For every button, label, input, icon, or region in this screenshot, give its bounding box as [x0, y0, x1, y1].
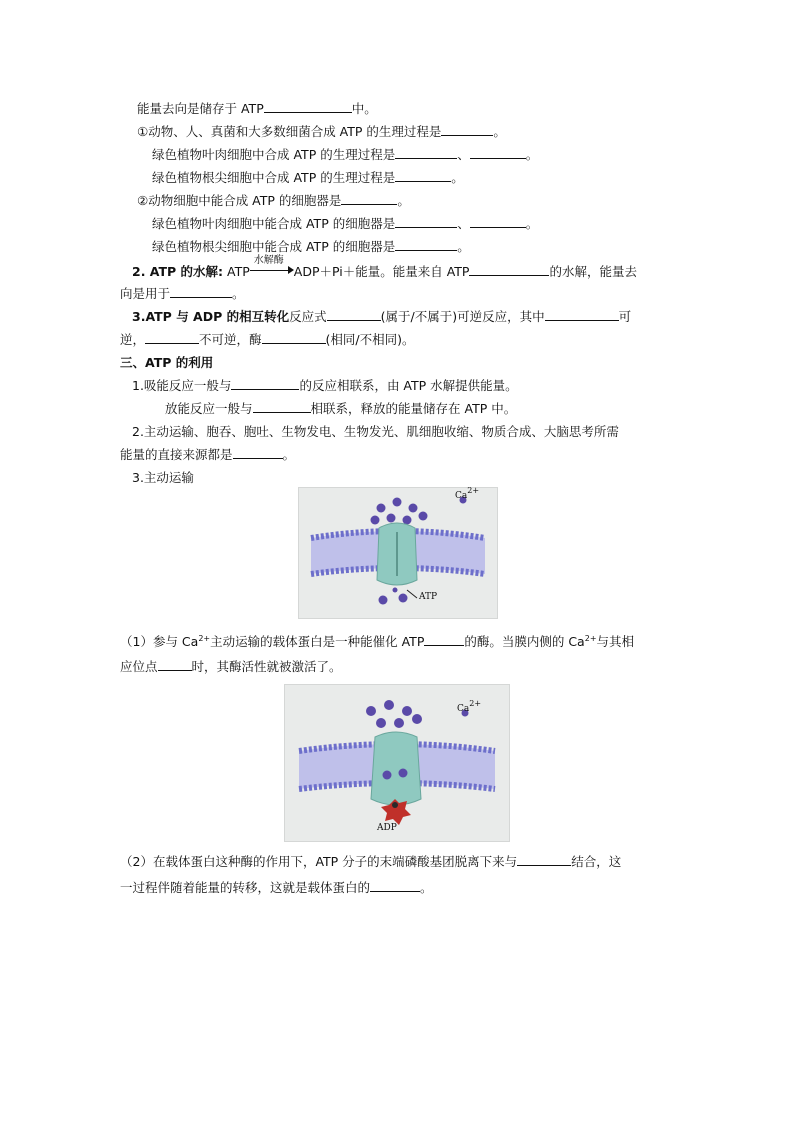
text: (相同/不相同)。: [325, 332, 415, 347]
text: 放能反应一般与: [165, 401, 253, 416]
question-1-line: [120, 633, 634, 651]
atp-label: ATP: [419, 592, 438, 602]
atp-synthesis-process-line: [137, 123, 506, 141]
text: （2）在载体蛋白这种酶的作用下，ATP 分子的末端磷酸基团脱离下来与: [120, 854, 518, 869]
text: 的水解，能量去: [549, 264, 637, 279]
arrow-shaft: [250, 270, 290, 271]
text: Ca: [455, 491, 468, 501]
text: 绿色植物根尖细胞中合成 ATP 的生理过程是: [152, 170, 396, 185]
figure-active-transport-atp: [298, 487, 498, 619]
root-cell-process-line: [152, 169, 464, 187]
enzyme-label: 水解酶: [253, 255, 284, 266]
text: 相联系，释放的能量储存在 ATP 中。: [310, 401, 517, 416]
text: 绿色植物叶肉细胞中合成 ATP 的生理过程是: [152, 147, 396, 162]
animal-organelle-line: [137, 192, 410, 210]
blank-answer[interactable]: [395, 146, 457, 159]
adp-label: ADP: [377, 823, 397, 833]
text: 结合，这: [571, 854, 622, 869]
text: (属于/不属于)可逆反应，其中: [380, 309, 545, 324]
text: 。: [525, 147, 539, 162]
blank-answer[interactable]: [262, 331, 326, 344]
text: 1.吸能反应一般与: [132, 378, 232, 393]
energy-source-line: 2.主动运输、胞吞、胞吐、生物发电、生物发光、肌细胞收缩、物质合成、大脑思考所需: [132, 424, 619, 439]
leaf-cell-process-line: [152, 146, 538, 164]
blank-answer[interactable]: [233, 446, 283, 459]
text: 绿色植物根尖细胞中能合成 ATP 的细胞器是: [152, 239, 396, 254]
root-organelle-line: [152, 238, 470, 256]
text: 的酶。当膜内侧的 Ca: [464, 634, 585, 649]
heading-text: 3.ATP 与 ADP 的相互转化: [132, 309, 290, 324]
text: 反应式: [289, 309, 327, 324]
text: Ca: [457, 704, 470, 714]
blank-answer[interactable]: [170, 285, 232, 298]
text: 向是用于: [120, 286, 171, 301]
blank-answer[interactable]: [264, 100, 352, 113]
blank-answer[interactable]: [370, 879, 420, 892]
active-transport-heading: 3.主动运输: [132, 470, 194, 485]
text: 、: [457, 216, 470, 231]
ion-label: [455, 486, 480, 501]
text: 不可逆，酶: [199, 332, 262, 347]
atp-hydrolysis-line: [132, 255, 637, 281]
text: （1）参与 Ca: [120, 634, 199, 649]
text: 。: [525, 216, 539, 231]
blank-answer[interactable]: [470, 215, 526, 228]
reaction-arrow: [250, 255, 294, 276]
membrane-diagram: [299, 488, 497, 618]
text: 。: [451, 170, 464, 185]
text: 。: [493, 124, 506, 139]
ion-label: [457, 699, 482, 714]
blank-answer[interactable]: [145, 331, 199, 344]
text: 可: [618, 309, 632, 324]
text: 。: [457, 239, 470, 254]
text: ②动物细胞中能合成 ATP 的细胞器是: [137, 193, 342, 208]
energy-storage-line: [137, 100, 377, 118]
question-2-line-2: [120, 879, 433, 897]
text: 一过程伴随着能量的转移，这就是载体蛋白的: [120, 880, 371, 895]
text: 2+: [469, 699, 482, 708]
text: 2+: [584, 634, 597, 643]
endergonic-line: [132, 377, 518, 395]
question-2-line: [120, 853, 621, 871]
text: 能量的直接来源都是: [120, 447, 233, 462]
blank-answer[interactable]: [395, 238, 457, 251]
blank-answer[interactable]: [158, 658, 192, 671]
exergonic-line: [165, 400, 516, 418]
blank-answer[interactable]: [470, 146, 526, 159]
blank-answer[interactable]: [253, 400, 311, 413]
text: 。: [232, 286, 245, 301]
figure-active-transport-adp: [284, 684, 510, 842]
blank-answer[interactable]: [469, 263, 549, 276]
blank-answer[interactable]: [545, 308, 619, 321]
energy-use-line: [120, 285, 245, 303]
blank-answer[interactable]: [341, 192, 397, 205]
question-1-line-2: [120, 658, 342, 676]
text: 。: [282, 447, 296, 462]
text: 能量去向是储存于 ATP: [137, 101, 264, 116]
blank-answer[interactable]: [395, 169, 451, 182]
text: 的反应相联系，由 ATP 水解提供能量。: [299, 378, 518, 393]
reversibility-line: [120, 331, 415, 349]
text: 。: [397, 193, 410, 208]
text: 、: [457, 147, 470, 162]
blank-answer[interactable]: [517, 853, 571, 866]
blank-answer[interactable]: [395, 215, 457, 228]
blank-answer[interactable]: [441, 123, 493, 136]
blank-answer[interactable]: [424, 633, 464, 646]
text: 逆，: [120, 332, 146, 347]
text: 中。: [351, 101, 377, 116]
energy-source-line-2: [120, 446, 295, 464]
text: 应位点: [120, 659, 158, 674]
blank-answer[interactable]: [327, 308, 381, 321]
leaf-organelle-line: [152, 215, 538, 233]
blank-answer[interactable]: [231, 377, 299, 390]
text: 绿色植物叶肉细胞中能合成 ATP 的细胞器是: [152, 216, 396, 231]
text: ATP: [223, 264, 250, 279]
text: 时，其酶活性就被激活了。: [191, 659, 342, 674]
section-heading: 三、ATP 的利用: [120, 355, 214, 370]
heading-text: 2. ATP 的水解:: [132, 264, 224, 279]
text: 2+: [198, 634, 211, 643]
text: ①动物、人、真菌和大多数细菌合成 ATP 的生理过程是: [137, 124, 442, 139]
atp-adp-conversion-line: [132, 308, 631, 326]
arrow-head-icon: [288, 266, 294, 274]
text: 2+: [467, 486, 480, 495]
text: ADP＋Pi＋能量。能量来自 ATP: [293, 264, 470, 279]
text: 。: [420, 880, 433, 895]
text: 主动运输的载体蛋白是一种能催化 ATP: [210, 634, 425, 649]
text: 与其相: [596, 634, 635, 649]
